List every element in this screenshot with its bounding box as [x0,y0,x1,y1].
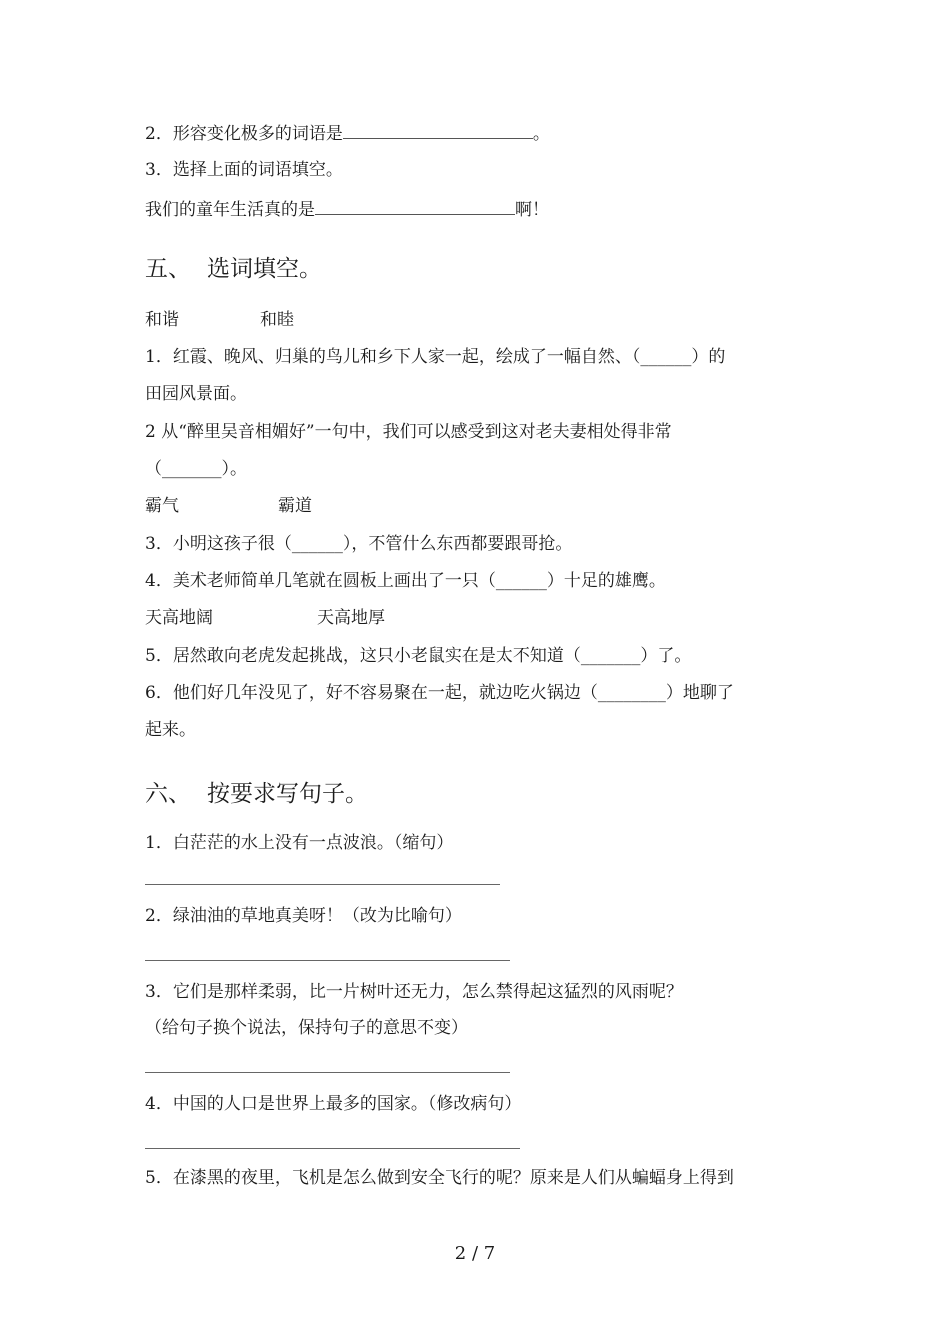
part5-q3: 3．小明这孩子很（______），不管什么东西都要跟哥抢。 [145,534,573,554]
part6-q3-line2: （给句子换个说法，保持句子的意思不变） [145,1018,468,1038]
word-option: 天高地厚 [317,608,385,628]
part5-q6-line2: 起来。 [145,720,196,740]
section-five-number: 五、 [145,256,191,282]
part4-q2-end: 。 [532,124,550,144]
section-six-number: 六、 [145,781,191,807]
answer-line[interactable] [145,884,500,885]
answer-line[interactable] [145,1072,510,1073]
part5-q5: 5．居然敢向老虎发起挑战，这只小老鼠实在是太不知道（_______）了。 [145,646,692,666]
part4-q3-blank [315,196,515,215]
section-six-heading [145,779,368,809]
part4-q2 [145,120,550,146]
word-option: 霸道 [278,496,312,516]
part6-q4: 4．中国的人口是世界上最多的国家。（修改病句） [145,1094,522,1114]
part6-q3-line1: 3．它们是那样柔弱，比一片树叶还无力，怎么禁得起这猛烈的风雨呢？ [145,982,683,1002]
part5-q1-line2: 田园风景面。 [145,384,247,404]
part4-q2-blank [343,120,533,139]
part5-q4: 4．美术老师简单几笔就在圆板上画出了一只（______）十足的雄鹰。 [145,571,666,591]
part4-q3-sentence-end: 啊！ [515,200,549,220]
part6-q5: 5．在漆黑的夜里，飞机是怎么做到安全飞行的呢？原来是人们从蝙蝠身上得到 [145,1168,734,1188]
part5-q6-line1: 6．他们好几年没见了，好不容易聚在一起，就边吃火锅边（________）地聊了 [145,683,734,703]
section-five-heading [145,254,322,284]
word-option: 和谐 [145,310,179,330]
word-option: 天高地阔 [145,608,213,628]
word-option: 霸气 [145,496,179,516]
part4-q3-sentence [145,196,549,222]
page-number: 2 / 7 [454,1243,496,1264]
word-group-3 [145,606,385,630]
part4-q2-text: 2．形容变化极多的词语是 [145,124,343,144]
word-group-1 [145,308,294,332]
answer-line[interactable] [145,1148,520,1149]
answer-line[interactable] [145,960,510,961]
part5-q2-line1: 2 从“醉里吴音相媚好”一句中，我们可以感受到这对老夫妻相处得非常 [145,422,672,442]
part4-q3: 3．选择上面的词语填空。 [145,160,343,180]
word-option: 和睦 [260,310,294,330]
word-group-2 [145,494,312,518]
part6-q2: 2．绿油油的草地真美呀！（改为比喻句） [145,906,462,926]
part4-q3-sentence-text: 我们的童年生活真的是 [145,200,315,220]
section-five-title: 选词填空。 [207,256,322,282]
part5-q2-line2: （_______）。 [145,459,247,479]
part5-q1-line1: 1．红霞、晚风、归巢的鸟儿和乡下人家一起，绘成了一幅自然、（______）的 [145,347,726,367]
section-six-title: 按要求写句子。 [207,781,368,807]
part6-q1: 1．白茫茫的水上没有一点波浪。（缩句） [145,833,454,853]
